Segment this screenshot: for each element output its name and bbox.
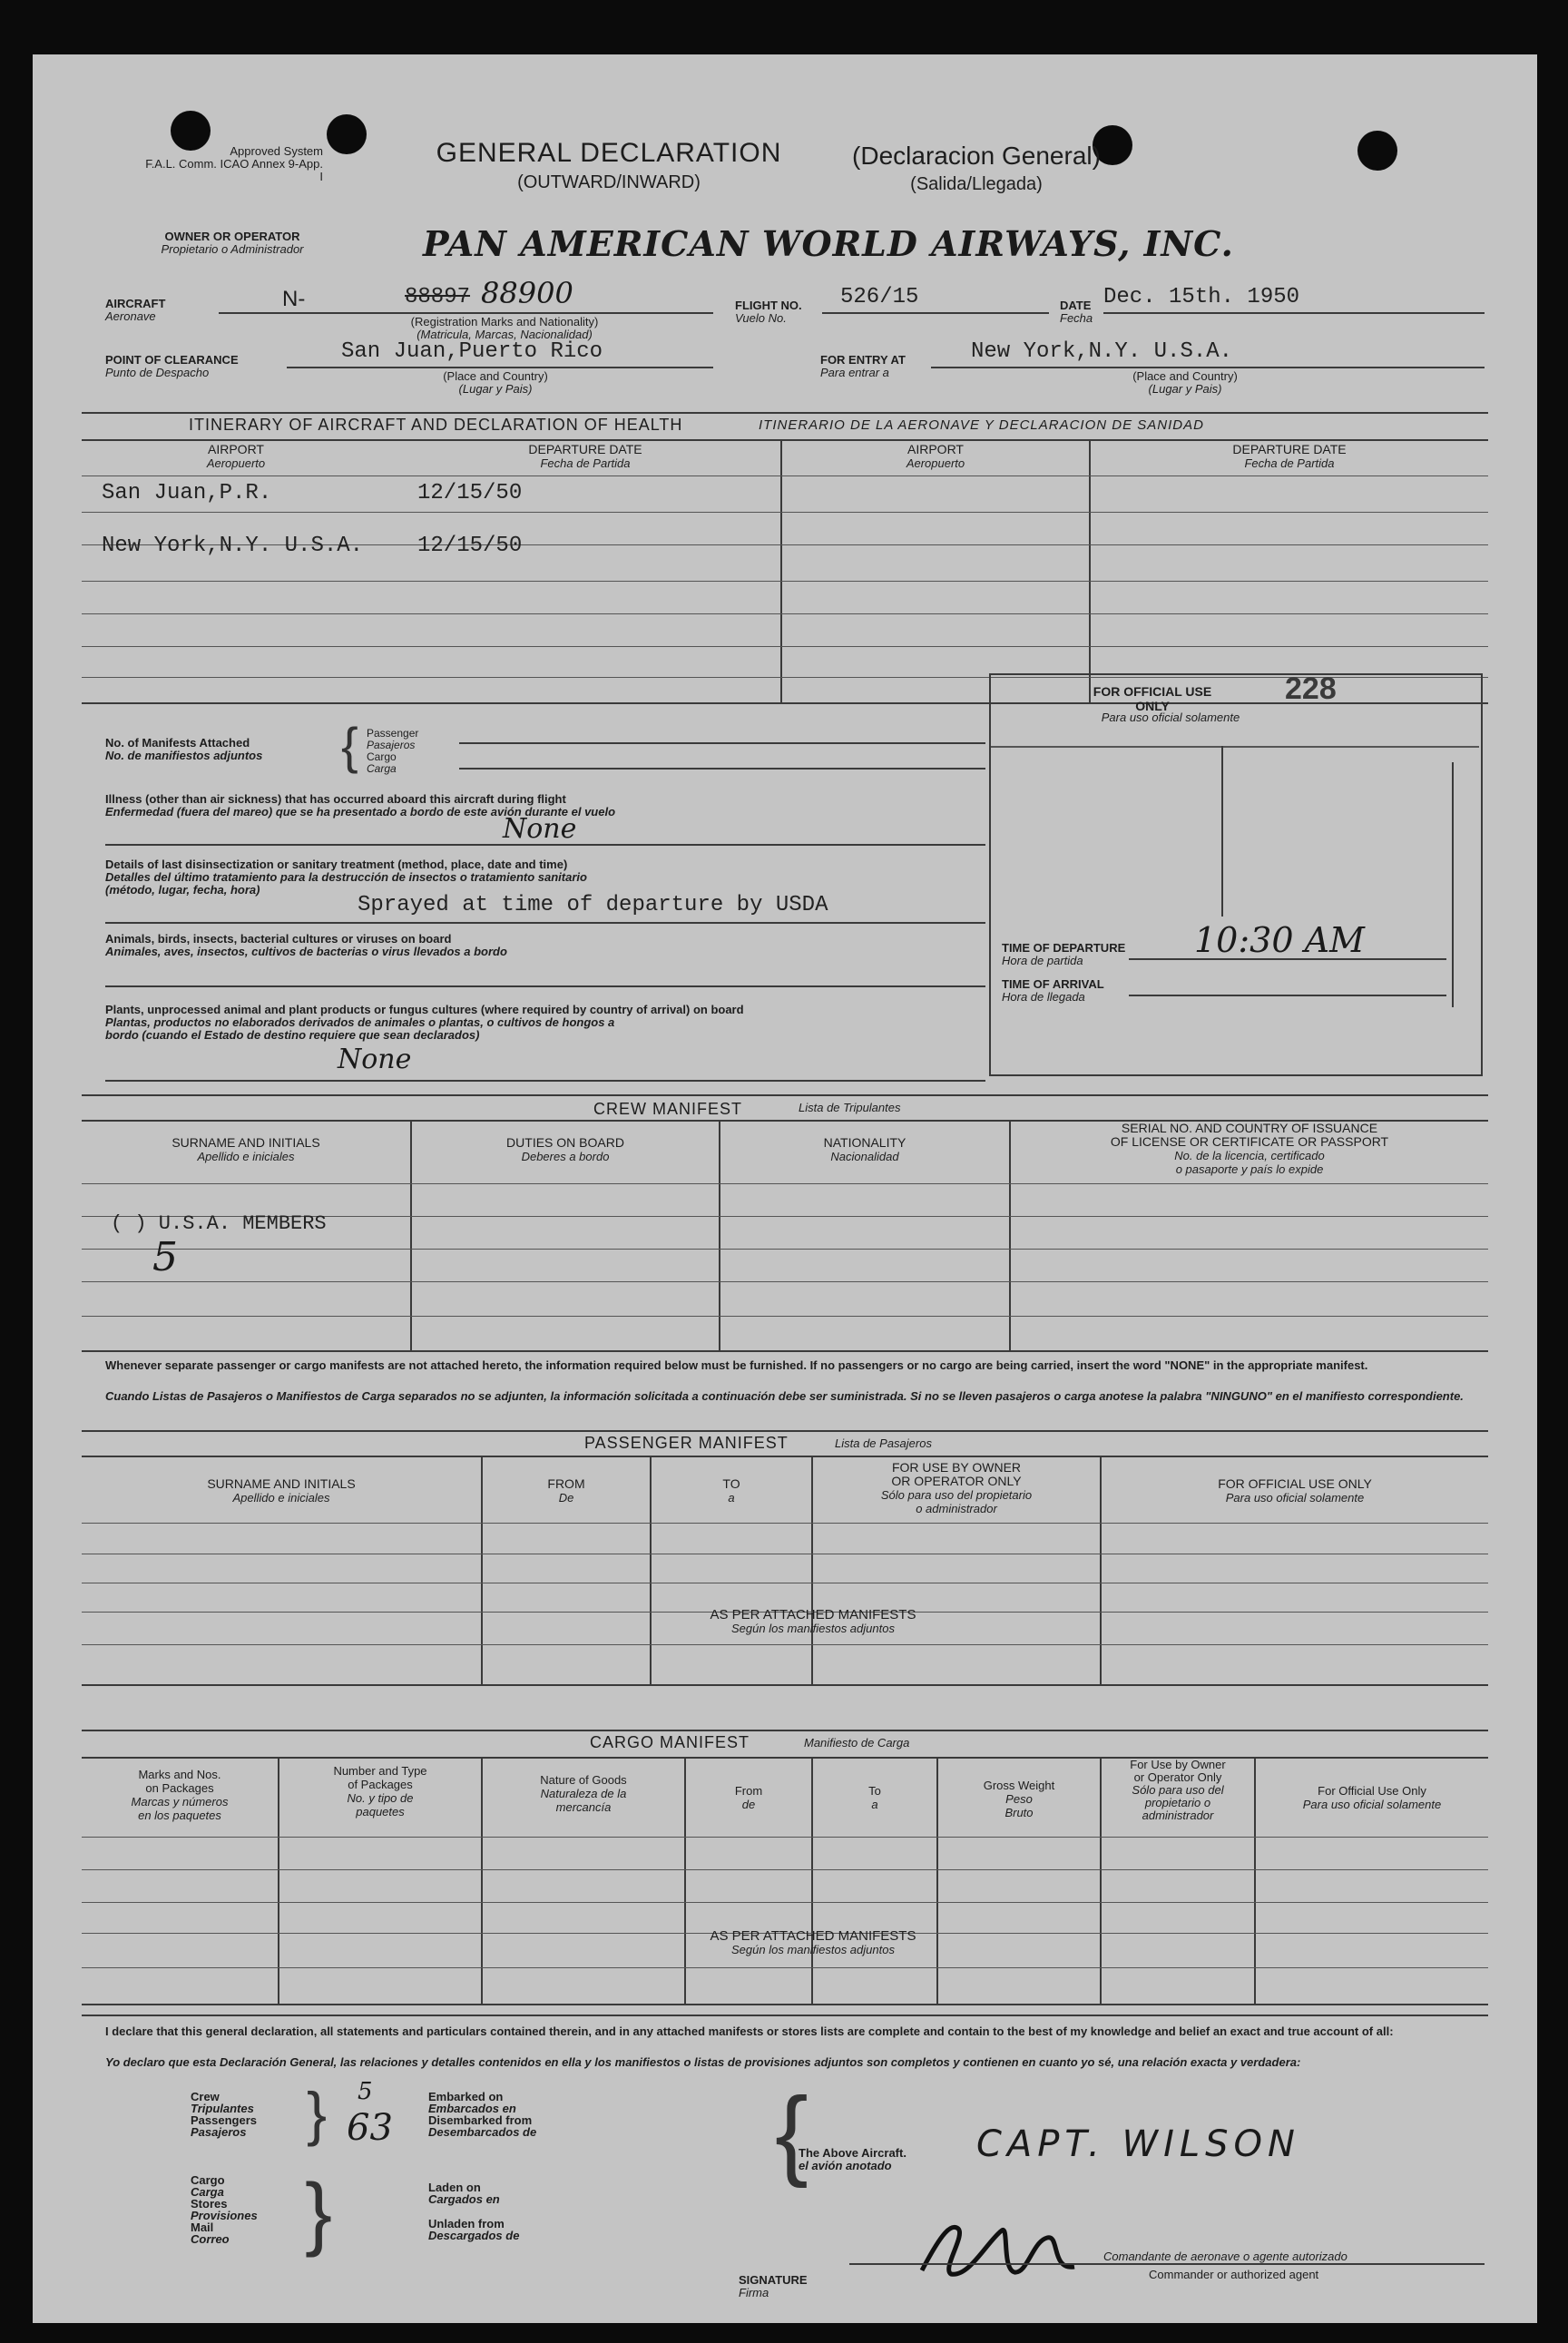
rule xyxy=(82,2004,1488,2005)
departure-value: 10:30 AM xyxy=(1194,920,1365,960)
notice-es: Cuando Listas de Pasajeros o Manifiestos de Carga separados no se adjunten, la información solicitada a continuación debe ser suministrada. Si no se lleven pasajeros o carga anotese la palabra "NINGUNO" en el manifiesto correspondiente. xyxy=(105,1389,1464,1403)
cargo-col-to: To a xyxy=(868,1784,881,1811)
pax-col-official: FOR OFFICIAL USE ONLY Para uso oficial solamente xyxy=(1218,1476,1372,1505)
declaration-es: Yo declaro que esta Declaración General, las relaciones y detalles contenidos en ella y los manifiestos o listas de provisiones adjuntos son completos y contienen en cuanto yo sé, una relación exacta y verdadera: xyxy=(105,2055,1301,2069)
illness-line xyxy=(105,844,985,846)
aircraft-note1: (Registration Marks and Nationality) xyxy=(410,315,599,328)
illness-value: None xyxy=(503,813,577,845)
official-use-box xyxy=(989,673,1483,1076)
disinsect-line xyxy=(105,922,985,924)
rule xyxy=(82,1094,1488,1096)
form-title: GENERAL DECLARATION xyxy=(436,138,782,168)
crew-title-es: Lista de Tripulantes xyxy=(799,1101,901,1114)
decl-pax-count: 63 xyxy=(347,2107,393,2149)
declaration-en: I declare that this general declaration, all statements and particulars contained therein, and in any attached manifests or stores lists are complete and contain to the best of my knowledge and belief an exact and true account of all: xyxy=(105,2024,1394,2038)
crew-col-nationality: NATIONALITY Nacionalidad xyxy=(823,1135,906,1163)
manifests-brace: { xyxy=(341,717,358,774)
cargo-manifest-line xyxy=(459,768,985,770)
departure-label-es: Hora de partida xyxy=(1002,954,1083,967)
table-row xyxy=(82,475,1488,476)
table-row xyxy=(82,613,1488,614)
signature-mark xyxy=(915,2214,1087,2287)
entry-label: FOR ENTRY AT xyxy=(820,353,906,367)
signature-brace: { xyxy=(775,2077,808,2189)
arrival-label-es: Hora de llegada xyxy=(1002,990,1085,1004)
date-line xyxy=(1103,312,1485,314)
rule xyxy=(82,1456,1488,1457)
disinsect-label-es: Detalles del último tratamiento para la destrucción de insectos o tratamiento sanitario xyxy=(105,870,587,884)
cargo-title-es: Manifiesto de Carga xyxy=(804,1736,910,1750)
illness-label-es: Enfermedad (fuera del mareo) que se ha presentado a bordo de este avión durante el vuelo xyxy=(105,805,616,819)
table-row xyxy=(82,1183,1488,1184)
entry-label-es: Para entrar a xyxy=(820,366,889,379)
disinsect-label: Details of last disinsectization or sanitary treatment (method, place, date and time) xyxy=(105,858,568,871)
arrival-line xyxy=(1129,995,1446,996)
form-subtitle-es: (Salida/Llegada) xyxy=(910,174,1043,194)
signature-role: Commander or authorized agent xyxy=(1149,2268,1319,2281)
manifests-label-es: No. de manifiestos adjuntos xyxy=(105,749,263,762)
crew-col-surname: SURNAME AND INITIALS Apellido e iniciales xyxy=(172,1135,320,1163)
table-row xyxy=(82,1523,1488,1524)
cargo-mail-brace: } xyxy=(305,2168,333,2259)
manifests-label: No. of Manifests Attached xyxy=(105,736,250,750)
cargo-title: CARGO MANIFEST xyxy=(590,1733,750,1751)
plants-label-es: Plantas, productos no elaborados derivados de animales o plantas, o cultivos de hongos a xyxy=(105,1015,615,1029)
official-use-label-es: Para uso oficial solamente xyxy=(1101,711,1240,724)
rule xyxy=(82,1730,1488,1731)
itin-date-1: 12/15/50 xyxy=(417,481,523,505)
animals-line xyxy=(105,985,985,987)
notice-en: Whenever separate passenger or cargo manifests are not attached hereto, the information required below must be furnished. If no passengers or no cargo are being carried, insert the word "NONE" in the appropriate manifest. xyxy=(105,1358,1368,1372)
pax-col-to: TO a xyxy=(722,1476,740,1505)
crew-col-duties: DUTIES ON BOARD Deberes a bordo xyxy=(506,1135,624,1163)
cargo-mail-labels: Cargo Carga Stores Provisiones Mail Correo xyxy=(191,2173,258,2246)
owner-label: OWNER OR OPERATOR xyxy=(164,230,300,243)
aircraft-note2: (Matricula, Marcas, Nacionalidad) xyxy=(416,328,593,341)
rule xyxy=(991,746,1479,748)
itin-airport-2: New York,N.Y. U.S.A. xyxy=(102,534,364,558)
plants-line xyxy=(105,1080,985,1082)
aircraft-line xyxy=(219,312,713,314)
table-row xyxy=(82,512,1488,513)
rule xyxy=(82,1350,1488,1352)
rule xyxy=(82,1757,1488,1759)
date-label: DATE xyxy=(1060,299,1092,312)
flight-value: 526/15 xyxy=(840,285,919,309)
crew-pax-labels: Crew Tripulantes Passengers Pasajeros xyxy=(191,2090,257,2139)
signature-line xyxy=(849,2263,1485,2265)
manifests-types: Passenger Pasajeros Cargo Carga xyxy=(367,727,419,775)
flight-line xyxy=(822,312,1049,314)
table-row xyxy=(82,1644,1488,1645)
clearance-label: POINT OF CLEARANCE xyxy=(105,353,239,367)
punch-hole xyxy=(1357,131,1397,171)
above-aircraft: The Above Aircraft. xyxy=(799,2146,906,2160)
clearance-note2: (Lugar y Pais) xyxy=(458,382,533,396)
form-title-es: (Declaracion General) xyxy=(852,142,1101,170)
rule xyxy=(82,2015,1488,2016)
itinerary-title-es: ITINERARIO DE LA AERONAVE Y DECLARACION DE SANIDAD xyxy=(759,417,1204,433)
departure-line xyxy=(1129,958,1446,960)
animals-label-es: Animales, aves, insectos, cultivos de bacterias o virus llevados a bordo xyxy=(105,945,507,958)
cargo-col-owner: For Use by Owner or Operator Only Sólo para uso del propietario o administrador xyxy=(1130,1758,1226,1822)
crew-count: 5 xyxy=(152,1234,178,1280)
passenger-title-es: Lista de Pasajeros xyxy=(835,1436,932,1450)
pax-col-from: FROM De xyxy=(547,1476,585,1505)
animals-label: Animals, birds, insects, bacterial cultures or viruses on board xyxy=(105,932,452,946)
crew-col-serial: SERIAL NO. AND COUNTRY OF ISSUANCE OF LICENSE OR CERTIFICATE OR PASSPORT No. de la licencia, certificado o pasaporte y país lo expide xyxy=(1110,1121,1389,1176)
table-row xyxy=(82,1316,1488,1317)
official-number: 228 xyxy=(1285,672,1337,706)
form-subtitle: (OUTWARD/INWARD) xyxy=(517,172,701,192)
entry-note1: (Place and Country) xyxy=(1132,369,1238,383)
rule xyxy=(82,1684,1488,1686)
cargo-attached: AS PER ATTACHED MANIFESTS Según los manifiestos adjuntos xyxy=(710,1928,916,1956)
official-divider xyxy=(1452,762,1454,1007)
cargo-col-nature: Nature of Goods Naturaleza de la mercancía xyxy=(540,1773,627,1814)
approved-line1: Approved System xyxy=(230,144,323,158)
flight-label-es: Vuelo No. xyxy=(735,311,787,325)
cargo-col-from: From de xyxy=(734,1784,763,1811)
owner-label-es: Propietario o Administrador xyxy=(161,242,304,256)
table-row xyxy=(82,1869,1488,1870)
itin-col-date-2: DEPARTURE DATE Fecha de Partida xyxy=(1232,442,1347,470)
approved-line2: F.A.L. Comm. ICAO Annex 9-App. I xyxy=(145,157,323,183)
passenger-title: PASSENGER MANIFEST xyxy=(584,1434,789,1452)
aircraft-prefix: N- xyxy=(282,287,306,311)
laden-labels: Laden on Cargados en xyxy=(428,2181,500,2206)
table-row xyxy=(82,1837,1488,1838)
table-row xyxy=(82,581,1488,582)
itinerary-title: ITINERARY OF AIRCRAFT AND DECLARATION OF HEALTH xyxy=(189,416,683,434)
rule xyxy=(82,412,1488,414)
cargo-col-official: For Official Use Only Para uso oficial solamente xyxy=(1302,1784,1442,1811)
table-row xyxy=(82,646,1488,647)
itin-airport-1: San Juan,P.R. xyxy=(102,481,272,505)
table-row xyxy=(82,1902,1488,1903)
table-row xyxy=(82,1967,1488,1968)
plants-label-es2: bordo (cuando el Estado de destino requiere que sean declarados) xyxy=(105,1028,480,1042)
itin-col-date: DEPARTURE DATE Fecha de Partida xyxy=(528,442,642,470)
arrival-label: TIME OF ARRIVAL xyxy=(1002,977,1104,991)
punch-hole xyxy=(327,114,367,154)
pax-col-surname: SURNAME AND INITIALS Apellido e iniciales xyxy=(207,1476,356,1505)
col-divider xyxy=(780,439,782,702)
passenger-manifest-line xyxy=(459,742,985,744)
disinsect-value: Sprayed at time of departure by USDA xyxy=(358,893,828,917)
rule xyxy=(82,439,1488,441)
departure-label: TIME OF DEPARTURE xyxy=(1002,941,1126,955)
disinsect-label-es2: (método, lugar, fecha, hora) xyxy=(105,883,260,897)
aircraft-value: 88900 xyxy=(481,276,573,310)
entry-line xyxy=(931,367,1485,368)
cargo-col-weight: Gross Weight Peso Bruto xyxy=(983,1779,1055,1819)
aircraft-struck: 88897 xyxy=(405,285,471,309)
signature-label: SIGNATURE xyxy=(739,2273,808,2287)
crew-entry: ( ) U.S.A. MEMBERS xyxy=(111,1212,327,1235)
entry-note2: (Lugar y Pais) xyxy=(1148,382,1222,396)
pax-col-owner: FOR USE BY OWNER OR OPERATOR ONLY Sólo para uso del propietario o administrador xyxy=(880,1460,1033,1515)
cargo-col-packages: Number and Type of Packages No. y tipo de paquetes xyxy=(333,1764,427,1819)
owner-value: PAN AMERICAN WORLD AIRWAYS, INC. xyxy=(423,223,1234,264)
declaration-form xyxy=(33,54,1537,2323)
official-divider xyxy=(1221,746,1223,917)
unladen-labels: Unladen from Descargados de xyxy=(428,2217,520,2242)
clearance-line xyxy=(287,367,713,368)
table-row xyxy=(82,1249,1488,1250)
plants-value: None xyxy=(338,1044,412,1075)
aircraft-label: AIRCRAFT xyxy=(105,297,166,310)
signature-label-es: Firma xyxy=(739,2286,769,2299)
pax-attached: AS PER ATTACHED MANIFESTS Según los manifiestos adjuntos xyxy=(710,1607,916,1635)
signature-role-es: Comandante de aeronave o agente autorizado xyxy=(1103,2250,1348,2263)
clearance-label-es: Punto de Despacho xyxy=(105,366,210,379)
captain-name: CAPT. WILSON xyxy=(976,2123,1300,2165)
plants-label: Plants, unprocessed animal and plant products or fungus cultures (where required by country of arrival) on board xyxy=(105,1003,744,1016)
clearance-note1: (Place and Country) xyxy=(443,369,548,383)
decl-crew-count: 5 xyxy=(358,2078,373,2105)
rule xyxy=(82,1430,1488,1432)
above-aircraft-es: el avión anotado xyxy=(799,2159,892,2172)
crew-title: CREW MANIFEST xyxy=(593,1100,742,1118)
date-label-es: Fecha xyxy=(1060,311,1093,325)
approved-system xyxy=(142,145,323,183)
illness-label: Illness (other than air sickness) that has occurred aboard this aircraft during flight xyxy=(105,792,566,806)
table-row xyxy=(82,1281,1488,1282)
entry-value: New York,N.Y. U.S.A. xyxy=(971,339,1233,364)
itin-date-2: 12/15/50 xyxy=(417,534,523,558)
col-divider xyxy=(1089,439,1091,702)
signature-scrawl xyxy=(915,2214,1087,2299)
cargo-col-marks: Marks and Nos. on Packages Marcas y números en los paquetes xyxy=(131,1768,229,1822)
itin-col-airport-2: AIRPORT Aeropuerto xyxy=(906,442,965,470)
official-use-label: FOR OFFICIAL USE ONLY xyxy=(1093,684,1212,713)
aircraft-label-es: Aeronave xyxy=(105,309,156,323)
flight-label: FLIGHT NO. xyxy=(735,299,802,312)
embark-labels: Embarked on Embarcados en Disembarked from Desembarcados de xyxy=(428,2090,537,2139)
date-value: Dec. 15th. 1950 xyxy=(1103,285,1300,309)
crew-pax-brace: } xyxy=(307,2080,328,2147)
clearance-value: San Juan,Puerto Rico xyxy=(341,339,603,364)
itin-col-airport: AIRPORT Aeropuerto xyxy=(206,442,266,470)
